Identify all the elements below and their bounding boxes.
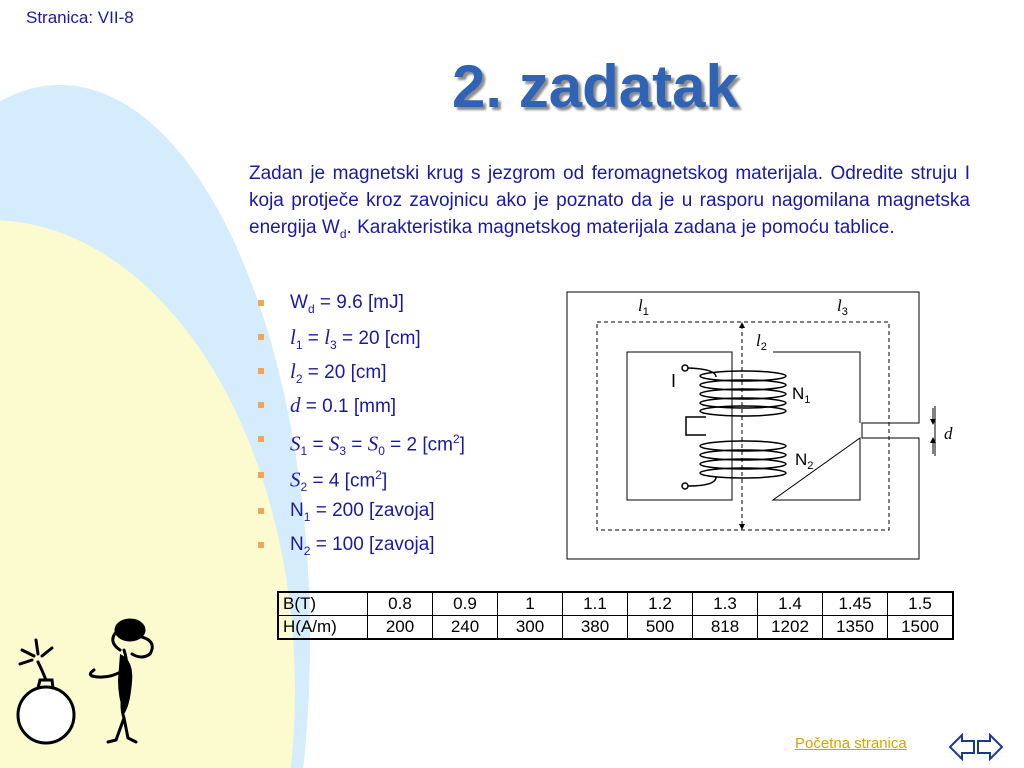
given-l1-l3: $l_1 = l_3 = 20$ [cm]: [258, 324, 465, 358]
table-cell: 240: [433, 616, 498, 640]
given-l2: $l_2 = 20$ [cm]: [258, 358, 465, 392]
label-l3: $l_3$: [837, 296, 848, 318]
table-cell: 1.4: [758, 592, 823, 616]
table-row-b: [278, 592, 953, 616]
table-cell: 1.1: [563, 592, 628, 616]
page-title: 2. zadatak: [452, 53, 739, 120]
mean-path: [597, 322, 889, 530]
intro-subscript: d: [339, 226, 347, 241]
intro-text-2: . Karakteristika magnetskog materijala zadana je pomoću tablice.: [346, 217, 895, 238]
thinking-figure-with-bomb-illustration: [12, 610, 162, 750]
table-cell: 1202: [758, 616, 823, 640]
label-n2: $N_2$: [795, 450, 814, 472]
table-header-b: B(T): [278, 592, 368, 616]
table-cell: 1.5: [888, 592, 954, 616]
given-wd: $W_d = 9.6$ [mJ]: [258, 290, 465, 324]
table-cell: 818: [693, 616, 758, 640]
given-n1: $N_1 = 200$ [zavoja]: [258, 498, 465, 532]
table-header-h: H(A/m): [278, 616, 368, 640]
table-cell: 200: [368, 616, 433, 640]
previous-arrow-icon[interactable]: [950, 735, 974, 759]
label-gap: d: [944, 424, 953, 443]
coil-n1: [682, 365, 786, 416]
core-right-window: [773, 352, 860, 500]
label-l1: $l_1$: [638, 296, 649, 318]
magnetic-circuit-diagram: [566, 291, 953, 563]
table-cell: 0.8: [368, 592, 433, 616]
next-arrow-icon[interactable]: [978, 735, 1002, 759]
table-cell: 500: [628, 616, 693, 640]
label-n1: $N_1$: [792, 384, 811, 406]
table-cell: 380: [563, 616, 628, 640]
page-label: Stranica: VII-8: [26, 8, 134, 27]
given-d: d = 0.1 [mm]: [258, 392, 465, 426]
coil-connection: [686, 417, 706, 435]
table-cell: 1.45: [823, 592, 888, 616]
home-page-link[interactable]: Početna stranica: [795, 735, 907, 752]
label-current: I: [671, 371, 677, 391]
bh-characteristic-table: [277, 591, 954, 640]
given-s2: $S_2 = 4$ $[cm^2]$: [258, 462, 465, 498]
table-cell: 300: [498, 616, 563, 640]
label-l2: $l_2$: [756, 331, 767, 353]
table-cell: 1.3: [693, 592, 758, 616]
problem-statement: [249, 160, 970, 248]
given-n2: $N_2 = 100$ [zavoja]: [258, 532, 465, 566]
given-s1-s3-s0: $S_1 = S_3 = S_0 = 2$ $[cm^2]$: [258, 426, 465, 462]
table-row-h: [278, 616, 953, 640]
table-cell: 1500: [888, 616, 954, 640]
navigation-arrows: [948, 730, 1004, 764]
table-cell: 1350: [823, 616, 888, 640]
table-cell: 1.2: [628, 592, 693, 616]
intro-text-1: Zadan je magnetski krug s jezgrom od feromagnetskog materijala. Odredite struju I koja protječe kroz zavojnicu ako je poznato da je u rasporu nagomilana magnetska energija W: [249, 163, 970, 238]
given-values-list: [258, 290, 465, 566]
table-cell: 0.9: [433, 592, 498, 616]
table-cell: 1: [498, 592, 563, 616]
core-outer-outline: [567, 292, 919, 559]
coil-n2: [682, 441, 786, 489]
